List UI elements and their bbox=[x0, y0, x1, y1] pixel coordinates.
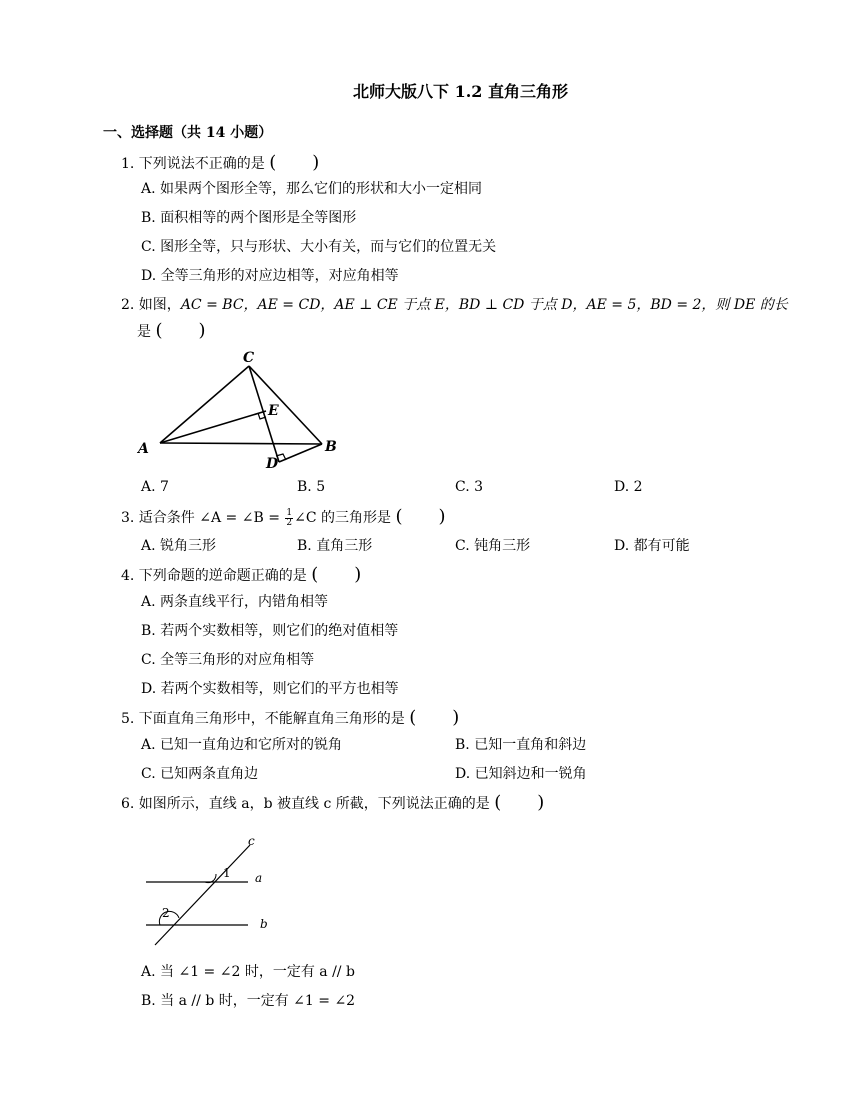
parallel-lines bbox=[146, 845, 250, 945]
page-title: 北师大版八下 1.2 直角三角形 bbox=[353, 82, 568, 101]
question-2-text-line2: 是 bbox=[137, 324, 151, 340]
question-1-text: 1. 下列说法不正确的是 bbox=[121, 156, 265, 172]
q6-option-b: B. 当 a // b 时，一定有 ∠1 = ∠2 bbox=[141, 993, 356, 1009]
answer-blank: ( ) bbox=[155, 320, 206, 341]
angle-2-label: 2 bbox=[162, 906, 170, 920]
q4-option-d: D. 若两个实数相等，则它们的平方也相等 bbox=[141, 681, 399, 697]
q2-option-a: A. 7 bbox=[141, 479, 169, 495]
label-e: E bbox=[268, 403, 279, 419]
section-heading: 一、选择题（共 14 小题） bbox=[103, 125, 273, 141]
q5-option-b: B. 已知一直角和斜边 bbox=[455, 737, 587, 753]
q2-option-d: D. 2 bbox=[614, 479, 643, 495]
answer-blank: ( ) bbox=[409, 707, 460, 728]
q3-option-d: D. 都有可能 bbox=[614, 538, 690, 554]
label-b: B bbox=[325, 439, 337, 455]
q5-option-c: C. 已知两条直角边 bbox=[141, 766, 259, 782]
transversal-c bbox=[155, 845, 250, 945]
q6-option-a: A. 当 ∠1 = ∠2 时，一定有 a // b bbox=[141, 964, 355, 980]
fraction-denominator: 2 bbox=[286, 517, 293, 528]
question-4-text: 4. 下列命题的逆命题正确的是 bbox=[121, 568, 307, 584]
q2-option-c: C. 3 bbox=[455, 479, 484, 495]
q4-option-a: A. 两条直线平行，内错角相等 bbox=[141, 594, 329, 610]
q5-option-a: A. 已知一直角边和它所对的锐角 bbox=[141, 737, 343, 753]
q3-option-a: A. 锐角三形 bbox=[141, 538, 217, 554]
angle-1-label: 1 bbox=[223, 866, 231, 880]
label-a: a bbox=[255, 871, 263, 885]
answer-blank: ( ) bbox=[269, 152, 320, 173]
answer-blank: ( ) bbox=[494, 792, 545, 813]
label-d: D bbox=[266, 456, 279, 472]
q1-option-b: B. 面积相等的两个图形是全等图形 bbox=[141, 210, 357, 226]
fraction-numerator: 1 bbox=[286, 507, 293, 518]
question-2-conditions: AC = BC，AE = CD，AE ⊥ CE 于点 E，BD ⊥ CD 于点 D，AE = 5，BD = 2，则 DE 的长 bbox=[180, 297, 788, 313]
q3-option-b: B. 直角三形 bbox=[297, 538, 373, 554]
q3-option-c: C. 钝角三形 bbox=[455, 538, 531, 554]
q4-option-c: C. 全等三角形的对应角相等 bbox=[141, 652, 315, 668]
q2-option-b: B. 5 bbox=[297, 479, 326, 495]
label-c: c bbox=[248, 834, 255, 848]
question-3-suffix: ∠C 的三角形是 bbox=[294, 510, 392, 526]
question-3-prefix: 3. 适合条件 ∠A = ∠B = bbox=[121, 510, 280, 526]
question-2-prefix: 2. 如图， bbox=[121, 297, 181, 313]
q1-option-d: D. 全等三角形的对应边相等，对应角相等 bbox=[141, 268, 399, 284]
q1-option-a: A. 如果两个图形全等，那么它们的形状和大小一定相同 bbox=[141, 181, 483, 197]
angle-1-arc bbox=[205, 874, 216, 883]
q1-option-c: C. 图形全等，只与形状、大小有关，而与它们的位置无关 bbox=[141, 239, 497, 255]
question-5-text: 5. 下面直角三角形中，不能解直角三角形的是 bbox=[121, 711, 405, 727]
label-a: A bbox=[138, 441, 149, 457]
label-b: b bbox=[260, 917, 268, 931]
question-6-text: 6. 如图所示，直线 a，b 被直线 c 所截，下列说法正确的是 bbox=[121, 796, 490, 812]
label-c: C bbox=[243, 350, 255, 366]
answer-blank: ( ) bbox=[395, 506, 446, 527]
q5-option-d: D. 已知斜边和一锐角 bbox=[455, 766, 587, 782]
q4-option-b: B. 若两个实数相等，则它们的绝对值相等 bbox=[141, 623, 399, 639]
answer-blank: ( ) bbox=[311, 564, 362, 585]
